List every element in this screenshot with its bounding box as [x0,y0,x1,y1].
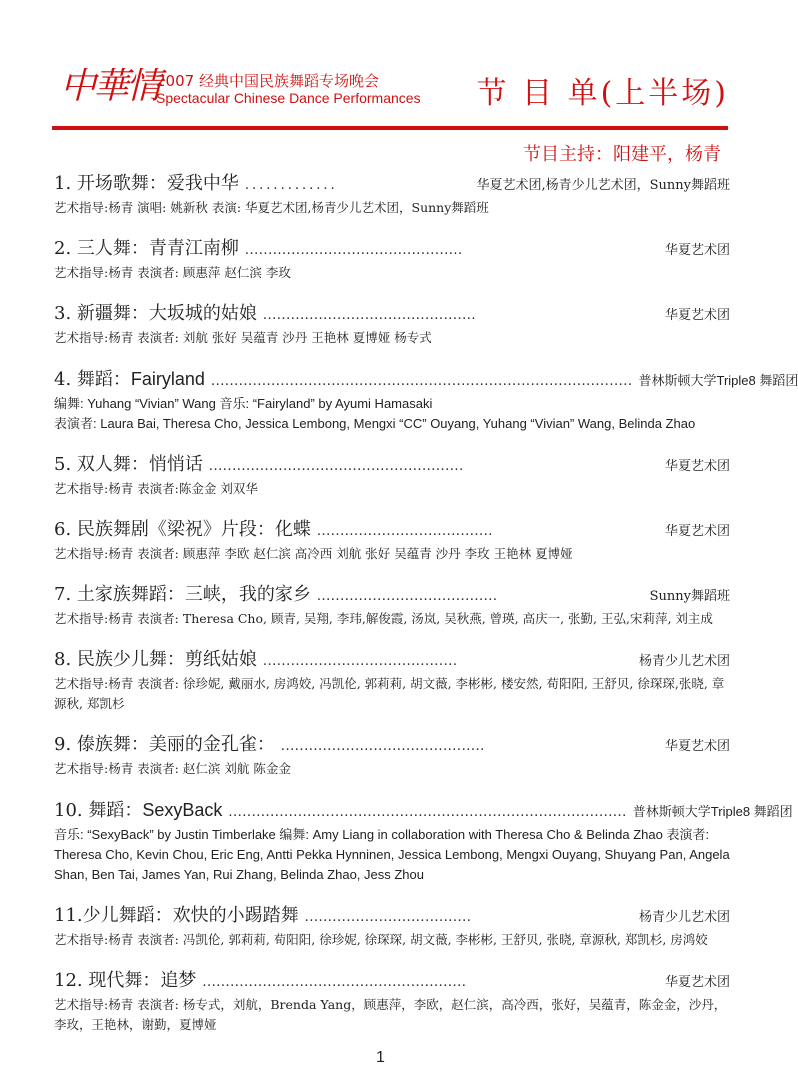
program-item [54,518,730,564]
program-credits: 音乐: “SexyBack” by Justin Timberlake 编舞: Amy Liang in collaboration with Theresa Cho & Belinda Zhao 表演者: Theresa Cho, Kevin Chou, Eric Eng, Antti Pekka Hynninen, Jessica Lembong, Mengxi Ouyang, Shuyang Pan, Angela Shan, Ben Tai, James Yan, Rui Zhang, Belinda Zhao, Jess Zhou [54,827,730,882]
program-item [54,904,730,950]
program-item [54,733,730,779]
program-credits: 编舞: Yuhang “Vivian” Wang 音乐: “Fairyland” by Ayumi Hamasaki [54,396,433,411]
program-title [54,798,222,823]
brand-logo: 中華情 [60,66,160,107]
program-credits: 艺术指导:杨青 表演者: Theresa Cho, 顾青, 吴翔, 李玮,解俊霞, 汤岚, 吴秋燕, 曾瑛, 高庆一, 张勤, 王弘,宋莉萍, 刘主成 [54,611,713,626]
program-credits: 艺术指导:杨青 表演者: 杨专式，刘航，Brenda Yang，顾惠萍，李欧，赵仁滨，高冷西，张好，吴蕴青，陈金金，沙丹，李玫，王艳林，谢勤，夏博娅 [54,997,727,1032]
program-title: 12. 现代舞：追梦 [54,970,197,991]
page-header [0,0,761,165]
hosts-line: 节目主持：阳建平，杨青 [523,144,721,165]
program-item [54,969,730,1035]
leader-dots: ............................................... [244,243,463,258]
program-credits: 艺术指导:杨青 表演者: 刘航 张好 吴蕴青 沙丹 王艳林 夏博娅 杨专式 [54,330,432,345]
program-troupe: 普林斯顿大学Triple8 舞蹈团 [638,373,798,388]
program-item [54,172,730,218]
program-troupe: 华夏艺术团 [664,243,730,258]
program-title-prefix: 10. 舞蹈： [54,800,143,821]
program-troupe: Sunny舞蹈班 [649,589,730,604]
program-credits: 艺术指导:杨青 表演者: 徐珍妮, 戴丽水, 房鸿姣, 冯凯伦, 郭莉莉, 胡文薇, 李彬彬, 楼安然, 荀阳阳, 王舒贝, 徐琛琛,张晓, 章源秋, 郑凯杉 [54,676,725,711]
program-credits: 艺术指导:杨青 演唱: 姚新秋 表演: 华夏艺术团,杨青少儿艺术团，Sunny舞蹈班 [54,200,489,215]
program-credits: 艺术指导:杨青 表演者:陈金金 刘双华 [54,481,258,496]
event-subtitle-cn: 2007 经典中国民族舞蹈专场晚会 [156,72,379,90]
program-list [54,172,798,1054]
header-divider [52,126,728,130]
leader-dots: .............................................. [262,308,476,323]
leader-dots: ...................................... [316,524,493,539]
program-item [54,648,730,714]
leader-dots: ......................................................... [202,975,467,990]
program-troupe: 华夏艺术团 [664,459,730,474]
page-number: 1 [376,1049,385,1066]
program-title: 11.少儿舞蹈：欢快的小踢踏舞 [54,905,299,926]
leader-dots: ........................................................................................... [210,374,633,389]
program-troupe: 华夏艺术团 [664,308,730,323]
leader-dots: ............................................ [280,739,485,754]
program-title: 1. 开场歌舞：爱我中华 [54,173,239,194]
leader-dots: ...................................................................................... [228,805,627,820]
program-troupe: 杨青少儿艺术团 [638,910,730,925]
program-credits: 艺术指导:杨青 表演者: 顾惠萍 赵仁滨 李玫 [54,265,291,280]
program-troupe: 普林斯顿大学Triple8 舞蹈团 [632,804,793,819]
program-item [54,453,730,499]
program-item [54,583,730,629]
event-subtitle-en: Spectacular Chinese Dance Performances [156,90,421,106]
program-credits: 艺术指导:杨青 表演者: 冯凯伦, 郭莉莉, 荀阳阳, 徐珍妮, 徐琛琛, 胡文薇, 李彬彬, 王舒贝, 张晓, 章源秋, 郑凯杉, 房鸿姣 [54,932,708,947]
leader-dots: .......................................... [262,654,458,669]
program-credits: 艺术指导:杨青 表演者: 赵仁滨 刘航 陈金金 [54,761,291,776]
program-title-prefix: 4. 舞蹈： [54,369,131,390]
program-title-latin: SexyBack [142,800,223,820]
program-troupe: 华夏艺术团,杨青少儿艺术团，Sunny舞蹈班 [476,178,730,193]
program-item [54,302,730,348]
leader-dots: .................................... [304,910,472,925]
program-item [54,367,798,434]
program-title: 7. 土家族舞蹈：三峡，我的家乡 [54,584,311,605]
program-title [54,367,205,392]
program-title: 2. 三人舞：青青江南柳 [54,238,239,259]
program-credits: 艺术指导:杨青 表演者: 顾惠萍 李欧 赵仁滨 高冷西 刘航 张好 吴蕴青 沙丹 李玫 王艳林 夏博娅 [54,546,573,561]
program-title: 3. 新疆舞：大坂城的姑娘 [54,303,257,324]
program-troupe: 华夏艺术团 [664,524,730,539]
program-title: 6. 民族舞剧《梁祝》片段：化蝶 [54,519,311,540]
leader-dots: ............. [244,178,338,193]
program-performers: 表演者: Laura Bai, Theresa Cho, Jessica Lembong, Mengxi “CC” Ouyang, Yuhang “Vivian” Wang, Belinda Zhao [54,416,696,431]
program-item [54,237,730,283]
program-title: 5. 双人舞：悄悄话 [54,454,203,475]
program-troupe: 华夏艺术团 [664,975,730,990]
leader-dots: ....................................... [316,589,498,604]
program-item [54,798,793,885]
program-title: 9. 傣族舞：美丽的金孔雀： [54,734,275,755]
page-title: 节 目 单(上半场) [476,76,729,111]
program-troupe: 华夏艺术团 [664,739,730,754]
program-title: 8. 民族少儿舞：剪纸姑娘 [54,649,257,670]
program-title-latin: Fairyland [130,369,205,389]
leader-dots: ....................................................... [208,459,464,474]
program-troupe: 杨青少儿艺术团 [638,654,730,669]
